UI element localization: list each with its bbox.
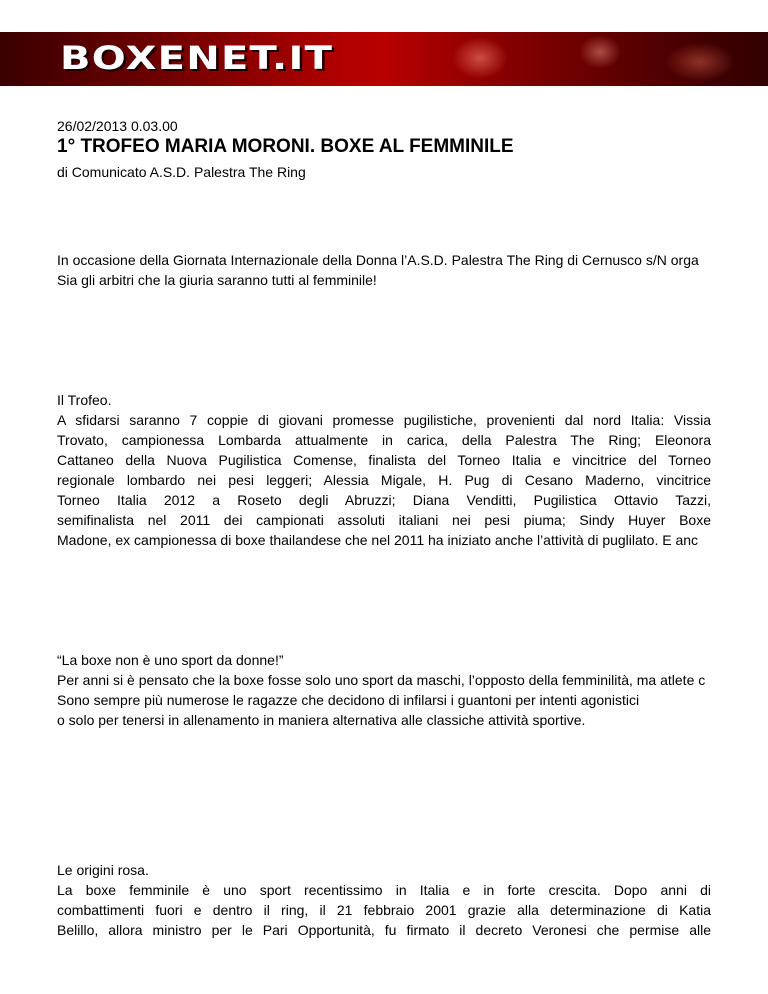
paragraph-line: La boxe femminile è uno sport recentissimo in Italia e in forte crescita. Dopo anni di	[57, 882, 711, 898]
paragraph-line: Cattaneo della Nuova Pugilistica Comense, finalista del Torneo Italia e vincitrice del Torneo	[57, 452, 711, 468]
paragraph-line: Belillo, allora ministro per le Pari Opportunità, fu firmato il decreto Veronesi che permise alle	[57, 922, 711, 938]
origini-section	[57, 860, 711, 940]
section-heading: “La boxe non è uno sport da donne!”	[57, 652, 284, 668]
intro-paragraph	[57, 250, 699, 290]
paragraph-line: combattimenti fuori e dentro il ring, il 21 febbraio 2001 grazie alla determinazione di Katia	[57, 902, 711, 918]
paragraph-line: Per anni si è pensato che la boxe fosse solo uno sport da maschi, l’opposto della femminilità, ma atlete c	[57, 672, 706, 688]
paragraph-line: semifinalista nel 2011 dei campionati assoluti italiani nei pesi piuma; Sindy Huyer Boxe	[57, 512, 711, 528]
paragraph-line: Madone, ex campionessa di boxe thailandese che nel 2011 ha iniziato anche l’attività di puglilato. E anc	[57, 532, 699, 548]
paragraph-line: In occasione della Giornata Internazionale della Donna l’A.S.D. Palestra The Ring di Cernusco s/N orga	[57, 252, 699, 268]
trofeo-section	[57, 390, 711, 550]
paragraph-line: Torneo Italia 2012 a Roseto degli Abruzzi; Diana Venditti, Pugilistica Ottavio Tazzi,	[57, 492, 711, 508]
paragraph-line: Sia gli arbitri che la giuria saranno tutti al femminile!	[57, 272, 377, 288]
article-title: 1° TROFEO MARIA MORONI. BOXE AL FEMMINILE	[57, 136, 514, 157]
article-byline: di Comunicato A.S.D. Palestra The Ring	[57, 164, 306, 180]
paragraph-line: Trovato, campionessa Lombarda attualmente in carica, della Palestra The Ring; Eleonora	[57, 432, 711, 448]
paragraph-line: regionale lombardo nei pesi leggeri; Alessia Migale, H. Pug di Cesano Maderno, vincitrice	[57, 472, 711, 488]
quote-section	[57, 650, 705, 730]
article-date: 26/02/2013 0.03.00	[57, 118, 178, 134]
paragraph-line: Sono sempre più numerose le ragazze che decidono di infilarsi i guantoni per intenti agonistici	[57, 692, 640, 708]
section-heading: Il Trofeo.	[57, 392, 112, 408]
site-logo[interactable]: BOXENET.IT	[60, 39, 334, 77]
section-heading: Le origini rosa.	[57, 862, 149, 878]
paragraph-line: A sfidarsi saranno 7 coppie di giovani promesse pugilistiche, provenienti dal nord Italia: Vissia	[57, 412, 711, 428]
paragraph-line: o solo per tenersi in allenamento in maniera alternativa alle classiche attività sportive.	[57, 712, 586, 728]
